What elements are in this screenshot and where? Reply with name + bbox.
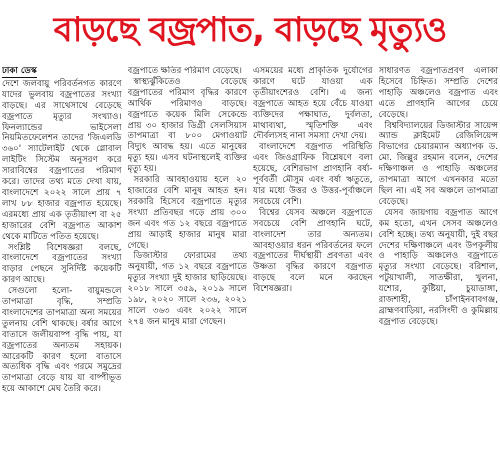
paragraph: বিশ্বের যেসব অঞ্চলে বজ্রপাতে সবচেয়ে বেশি প্রাণহানি ঘটে, বাংলাদেশ তার অন্যতম। আবহাওয়ার ধরন পরিবর্তনের ফলে বজ্রপাতের দীর্ঘস্থায়ী প্রবণতা এবং উষ্ণতা বৃদ্ধির কারণে বজ্রপাত বাড়ছে বলে মনে করছেন বিশেষজ্ঞরা। — [253, 207, 373, 295]
dateline: ঢাকা ডেস্ক — [2, 66, 37, 76]
article-column-3 — [253, 66, 373, 463]
paragraph: দেশে জলবায়ু পরিবর্তনগত কারণে যাদের ভুলবায় বজ্রপাতের সংখ্যা বাড়ছে। এর সাথেসাথে বেড়েছে বজ্রপাতে মৃত্যুর সংখ্যাও। ফিনল্যান্ডের ভাইসেলা নিয়মিতফেলেশন তাদের 'জিএলডি ৩৬০' স্যাটেলাইট থেকে গ্লোবাল লাইটিং সিস্টেম অনুসরণ করে সারাবিশ্বের বজ্রপাতের পরিমাণ করে। তাদের তথ্য মতে দেখা যায়, বাংলাদেশে ২০২২ সালে প্রায় ৭ লাখ ৮৮ হাজার বজ্রপাত হয়েছে। এরমধ্যে প্রায় এক তৃতীয়াংশ বা ২৫ হাজারের বেশি বজ্রপাত আকাশ থেকে মাটিতে পতিত হয়েছে। — [2, 78, 122, 242]
headline: বাড়ছে বজ্রপাত, বাড়ছে মৃত্যুও — [53, 9, 447, 50]
paragraph: ডিজাস্টার ফোরামের তথ্য অনুযায়ী, গত ১২ বছরে বজ্রপাতে মৃত্যুর সংখ্যা দুই হাজার ছাড়িয়েছে। ২০১৮ সালে ৩৫৯, ২০১৯ সালে ১৯৮, ২০২০ সালে ২৩৬, ২০২১ সালে ৩৬৩ এবং ২০২২ সালে ২৭৪ জন মানুষ মারা গেছেন। — [127, 251, 247, 327]
paragraph: যেসব জায়গায় বজ্রপাত আগে কম হতো, এখন সেসব অঞ্চলেও বেশি হচ্ছে। তথ্য অনুযায়ী, দুই বছর দেশের দক্ষিণাঞ্চলে এবং উপকূলীয় ও পাহাড়ি অঞ্চলেও বজ্রপাতে মৃত্যুর সংখ্যা বেড়েছে। বরিশাল, পটুয়াখালী, সাতক্ষীরা, খুলনা, যশোর, কুষ্টিয়া, চুয়াডাঙ্গা, রাজশাহী, চাঁপাইনবাবগঞ্জ, ব্রাহ্মণবাড়িয়া, নরসিংদী ও কুমিল্লায় বজ্রপাত বেড়েছে। — [378, 207, 498, 327]
paragraph: সংশ্লিষ্ট বিশেষজ্ঞরা বলছে, বাংলাদেশে বজ্রপাতের সংখ্যা বাড়ার পেছনে সুনির্দিষ্ট কয়েকটি কারণ আছে। — [2, 242, 122, 286]
article-body — [2, 66, 498, 463]
paragraph: বজ্রপাতে ক্ষতির পরিমাণ বেড়েছে। — [127, 66, 242, 76]
paragraph: এসময়ের মধ্যে প্রাকৃতিক দুর্যোগের কারণে ঘটে যাওয়া এক তৃতীয়াংশেরও বেশি। এ জন্য বজ্রপাতে আহত হয়ে বেঁচে যাওয়া ব্যক্তিদের পক্ষাঘাত, দুর্বলতা, মাথাব্যথা, স্মৃতিশক্তি এবং দৌর্বল্যসহ নানা সমস্যা দেখা দেয়। — [253, 66, 373, 142]
paragraph: বিশ্ববিদ্যালয়ের ডিজাস্টার সায়েন্স অ্যান্ড ক্লাইমেট রেজিলিয়েন্স বিভাগের চেয়ারম্যান অধ্যাপক ড. মো. জিল্লুর রহমান বলেন, দেশের দক্ষিণাঞ্চল ও পাহাড়ি অঞ্চলের তাপমাত্রা আগে এখনকার মতো ছিল না। এই সব অঞ্চলে তাপমাত্রা বেড়েছে। — [378, 120, 498, 207]
article-column-2 — [128, 66, 248, 463]
paragraph: বাংলাদেশে বজ্রপাত পরিস্থিতি এবং জিওগ্রাফিক বিশ্লেষণে বলা হয়েছে, বেশিরভাগ প্রাণহানি বর্ষা-পূর্ববর্তী মৌসুম এবং বর্ষা ঋতুতে, যার মধ্যে উত্তর ও উত্তর-পূর্বাঞ্চলে সবচেয়ে বেশি। — [253, 142, 373, 207]
paragraph: সরকারি আবহাওয়ায় হলে ২০ হাজারের বেশি মানুষ আহত হন। সরকারি হিসেবে বজ্রপাতে মৃত্যুর সংখ্যা প্রতিবছর গড়ে প্রায় ৩০০ জন এবং গত ১২ বছরে বজ্রপাতে প্রায় আড়াই হাজার মানুষ মারা গেছে। — [127, 175, 247, 251]
article-column-1 — [2, 66, 122, 463]
paragraph: সেগুলো হলো- বায়ুমন্ডলে তাপমাত্রা বৃদ্ধি, সম্প্রতি বাংলাদেশের তাপমাত্রা অন্য সময়ের তুলনায় বেশি থাকছে। বর্ষার আগে বাতাসে জলীয়বাষ্প বৃদ্ধি পায়, যা বজ্রপাতের অন্যতম সহায়ক। আরেকটি কারণ হলো বাতাসে অত্যধিক বৃদ্ধি এবং গরমে সমুদ্রের তাপমাত্রা বেড়ে যায় যা বাষ্পীভূত হয়ে আকাশে মেঘ তৈরি করে। — [2, 286, 122, 395]
paragraph: স্বাস্থ্যঝুঁকিতেও বেড়েছে বজ্রপাতের পরিমাণ বৃদ্ধির কারণে আর্থিক পরিমাণও বাড়ছে। বজ্রপাতে কয়েক মিলি সেকেন্ডে প্রায় ৩০ হাজার ডিগ্রী সেলসিয়াস তাপমাত্রা বা ৮০০ মেগাওয়াট বিদ্যুৎ আবদ্ধ হয়। এতে মানুষের মৃত্যু হয়। এসব ঘটনাস্থলেই ব্যক্তির মৃত্যু হয়। — [127, 76, 247, 175]
paragraph: সাধারণত বজ্রপাতপ্রবণ এলাকা হিসেবে চিহ্নিত। সম্প্রতি দেশের পাহাড়ি অঞ্চলেও বজ্রপাত এবং এতে প্রাণহানি আগের চেয়ে বেড়েছে। — [378, 66, 498, 120]
article-column-4 — [379, 66, 499, 463]
